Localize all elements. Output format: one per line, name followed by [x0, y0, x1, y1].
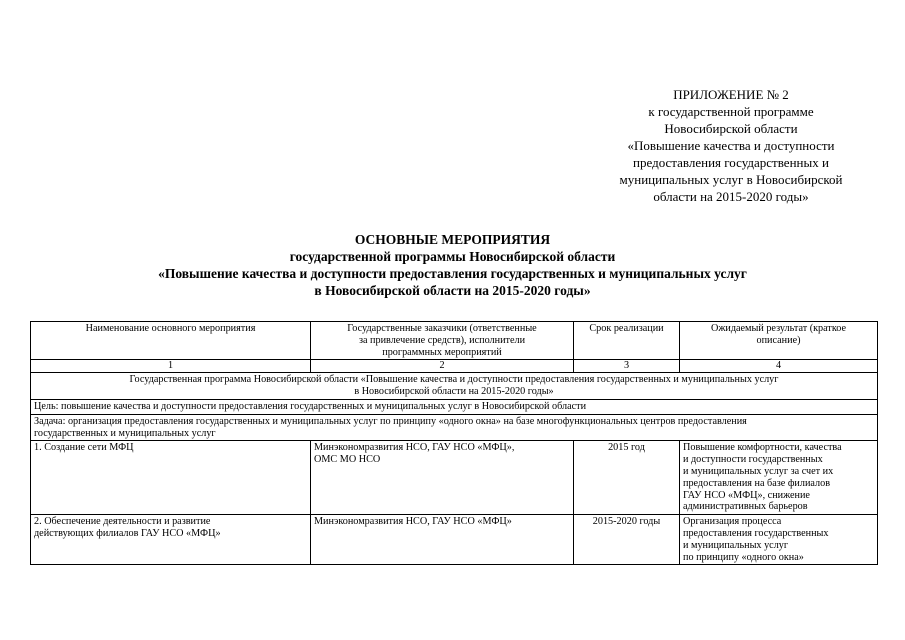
table-row — [31, 441, 878, 515]
header-cell-name: Наименование основного мероприятия — [31, 322, 311, 360]
title-line: в Новосибирской области на 2015-2020 годы» — [314, 283, 591, 298]
header-cell-result: Ожидаемый результат (краткое описание) — [680, 322, 878, 360]
appendix-line: области на 2015-2020 годы» — [653, 189, 809, 204]
task-row — [31, 414, 878, 441]
table-header-row — [31, 322, 878, 360]
appendix-line: Новосибирской области — [664, 121, 798, 136]
appendix-line: к государственной программе — [648, 104, 814, 119]
customers-cell: Минэкономразвития НСО, ГАУ НСО «МФЦ», ОМС МО НСО — [311, 441, 574, 515]
appendix-line: «Повышение качества и доступности — [627, 138, 835, 153]
task-cell: Задача: организация предоставления государственных и муниципальных услуг по принципу «одного окна» на базе многофункциональных центров предоставления государственных и муниципальных услуг — [31, 414, 878, 441]
customers-cell: Минэкономразвития НСО, ГАУ НСО «МФЦ» — [311, 515, 574, 565]
title-line: «Повышение качества и доступности предоставления государственных и муниципальных услуг — [158, 266, 747, 281]
column-number: 1 — [31, 360, 311, 373]
appendix-line: муниципальных услуг в Новосибирской — [619, 172, 843, 187]
title-line: ОСНОВНЫЕ МЕРОПРИЯТИЯ — [354, 232, 551, 247]
appendix-line: предоставления государственных и — [633, 155, 829, 170]
term-cell: 2015 год — [574, 441, 680, 515]
goal-cell: Цель: повышение качества и доступности предоставления государственных и муниципальных услуг в Новосибирской области — [31, 399, 878, 414]
header-cell-term: Срок реализации — [574, 322, 680, 360]
column-number: 2 — [311, 360, 574, 373]
column-number-row — [31, 360, 878, 373]
program-row — [31, 373, 878, 400]
result-cell: Организация процесса предоставления государственных и муниципальных услуг по принципу «одного окна» — [680, 515, 878, 565]
table-row — [31, 515, 878, 565]
measures-table — [30, 321, 878, 565]
result-cell: Повышение комфортности, качества и доступности государственных и муниципальных услуг за счет их предоставления на базе филиалов ГАУ НСО «МФЦ», снижение административных барьеров — [680, 441, 878, 515]
program-cell: Государственная программа Новосибирской области «Повышение качества и доступности предоставления государственных и муниципальных услуг в Новосибирской области на 2015-2020 годы» — [31, 373, 878, 400]
header-cell-customers: Государственные заказчики (ответственные за привлечение средств), исполнители программных мероприятий — [311, 322, 574, 360]
measure-name-cell: 1. Создание сети МФЦ — [31, 441, 311, 515]
document-title — [30, 231, 875, 299]
term-cell: 2015-2020 годы — [574, 515, 680, 565]
measure-name-cell: 2. Обеспечение деятельности и развитие действующих филиалов ГАУ НСО «МФЦ» — [31, 515, 311, 565]
title-line: государственной программы Новосибирской области — [289, 249, 616, 264]
appendix-line: ПРИЛОЖЕНИЕ № 2 — [673, 87, 789, 102]
goal-row — [31, 399, 878, 414]
column-number: 3 — [574, 360, 680, 373]
column-number: 4 — [680, 360, 878, 373]
appendix-block — [592, 86, 870, 205]
